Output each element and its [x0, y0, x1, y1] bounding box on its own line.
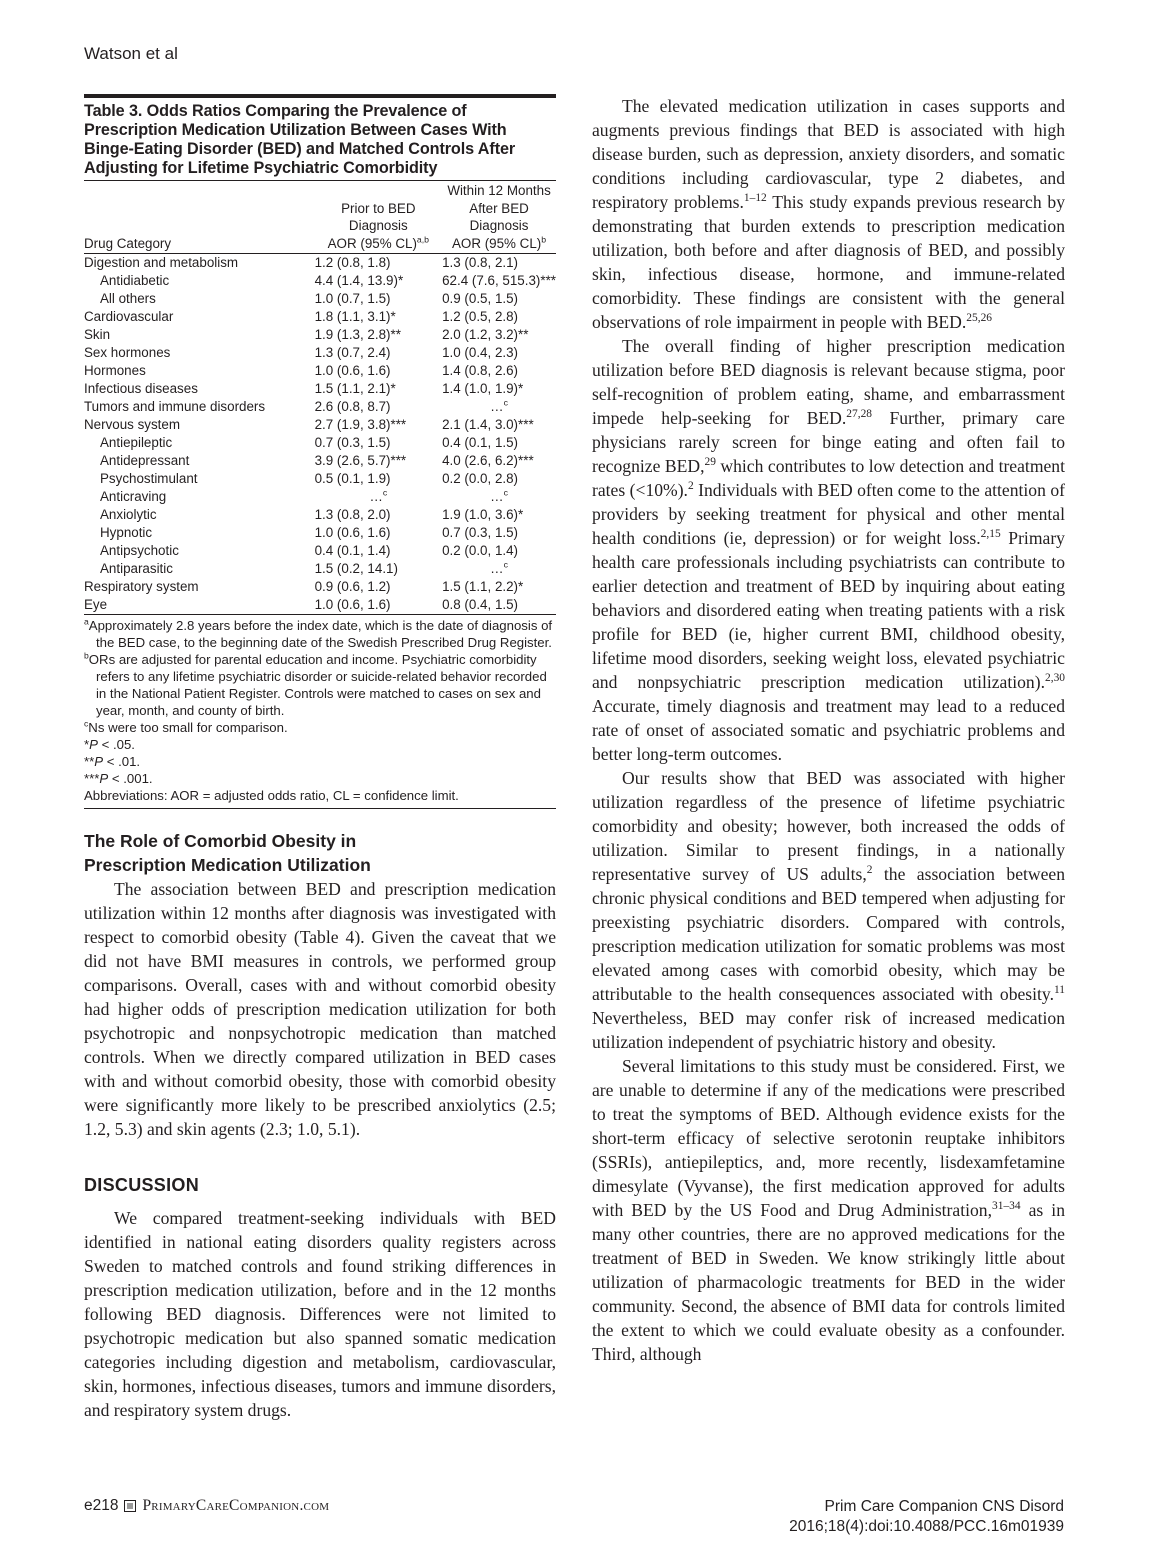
aor-value-cell: 2.7 (1.9, 3.8)*** — [314, 417, 407, 432]
header-drug-category: Drug Category — [84, 181, 315, 254]
drug-category-cell: Respiratory system — [84, 579, 199, 594]
not-available-cell: …$^c$ — [490, 397, 508, 414]
aor-value-cell: 3.9 (2.6, 5.7)*** — [314, 453, 407, 468]
paragraph-obesity: The association between BED and prescription medication utilization within 12 months after diagnosis was investigated with respect to comorbid obesity (Table 4). Given the caveat that we did not have BMI measures in controls, we performed group comparisons. Overall, cases with and without comorbid obesity had higher odds of prescription medication utilization for both psychotropic and nonpsychotropic medication than matched controls. When we directly compared utilization in BED cases with and without comorbid obesity, those with comorbid obesity were significantly more likely to be prescribed anxiolytics (2.5; 1.2, 5.3) and skin agents (2.3; 1.0, 5.1). — [84, 879, 556, 1139]
drug-category-cell: Infectious diseases — [84, 381, 198, 396]
table-row — [84, 488, 556, 506]
aor-value-cell: 1.9 (1.0, 3.6)* — [442, 507, 524, 522]
aor-value-cell: 1.8 (1.1, 3.1)* — [314, 309, 396, 324]
aor-value-cell: 2.1 (1.4, 3.0)*** — [442, 417, 534, 432]
aor-value-cell: 1.4 (0.8, 2.6) — [442, 363, 519, 378]
drug-category-cell: Hypnotic — [100, 525, 153, 540]
drug-category-cell: Nervous system — [84, 417, 180, 432]
aor-value-cell: 4.0 (2.6, 6.2)*** — [442, 453, 534, 468]
subheading-comorbid-obesity: The Role of Comorbid Obesity in Prescription Medication Utilization — [84, 831, 371, 875]
aor-value-cell: 1.3 (0.8, 2.1) — [442, 255, 519, 270]
table-body — [84, 254, 556, 615]
aor-value-cell: 1.3 (0.7, 2.4) — [314, 345, 391, 360]
footer-left — [84, 1497, 329, 1515]
drug-category-cell: Antiparasitic — [100, 561, 173, 576]
footnote-a: $^a$Approximately 2.8 years before the index date, which is the date of diagnosis of the BED case, to the beginning date of the Swedish Prescribed Drug Register. — [84, 616, 553, 650]
paragraph-limitations: Several limitations to this study must be considered. First, we are unable to determine if any of the medications were prescribed to treat the symptoms of BED. Although evidence exists for the short-term efficacy of selective serotonin reuptake inhibitors (SSRIs), antiepileptics, and, more recently, lisdexamfetamine dimesylate (Vyvanse), the first medication approved for adults with BED by the US Food and Drug Administration,$^{31-34}$ as in many other countries, there are no approved medications for the treatment of BED in Sweden. We know strikingly little about utilization of pharmacologic treatments for BED in the wider community. Second, the absence of BMI data for controls limited the extent to which we could evaluate obesity as a confounder. Third, although — [592, 1056, 1065, 1364]
table-row — [84, 344, 556, 362]
square-bullet-icon — [124, 1500, 136, 1512]
header-prior: Prior to BED Diagnosis AOR (95% CL)$^{a,b}$ — [315, 181, 443, 254]
citation: 1–12 — [743, 192, 767, 205]
drug-category-cell: Anxiolytic — [100, 507, 157, 522]
aor-value-cell: 0.7 (0.3, 1.5) — [442, 525, 519, 540]
drug-category-cell: Antipsychotic — [100, 543, 179, 558]
table-row — [84, 524, 556, 542]
drug-category-cell: Antiepileptic — [100, 435, 173, 450]
aor-value-cell: 0.4 (0.1, 1.5) — [442, 435, 519, 450]
aor-value-cell: 1.3 (0.8, 2.0) — [314, 507, 391, 522]
table-row — [84, 452, 556, 470]
table-row — [84, 434, 556, 452]
page-number: e218 — [84, 1497, 119, 1514]
drug-category-cell: Tumors and immune disorders — [84, 399, 266, 414]
table-row — [84, 326, 556, 344]
footnote-abbreviations: Abbreviations: AOR = adjusted odds ratio, CL = confidence limit. — [84, 788, 459, 803]
table-row — [84, 254, 556, 273]
journal-name: Prim Care Companion CNS Disord — [824, 1498, 1064, 1515]
aor-value-cell: 4.4 (1.4, 13.9)* — [314, 273, 404, 288]
right-column — [592, 94, 1065, 1366]
aor-value-cell: 1.0 (0.6, 1.6) — [314, 525, 391, 540]
footnote-b: $^b$ORs are adjusted for parental education and income. Psychiatric comorbidity refers to any lifetime psychiatric disorder or suicide-related behavior recorded in the National Patient Register. Controls were matched to cases on sex and year, month, and county of birth. — [84, 650, 547, 718]
paragraph-help-seeking: The overall finding of higher prescription medication utilization before BED diagnosis is relevant because stigma, poor self-recognition of problem eating, shame, and embarrassment impede help-seeking for BED.$^{27,28}$ Further, primary care physicians rarely screen for binge eating and often fail to recognize BED,$^{29}$ which contributes to low detection and treatment rates (<10%).$^2$ Individuals with BED often come to the attention of providers by seeking treatment for physical and other mental health conditions (ie, depression) or for weight loss.$^{2,15}$ Primary health care professionals including psychiatrists can contribute to earlier detection and treatment of BED by inquiring about eating behaviors and disordered eating when treating patients with a risk profile for BED (ie, higher current BMI, childhood obesity, lifetime mood disorders, seeking weight loss, elevated psychiatric and nonpsychiatric prescription medication utilization).$^{2,30}$ Accurate, timely diagnosis and treatment may lead to a reduced rate of onset of associated somatic and psychiatric problems and better long-term outcomes. — [592, 336, 1065, 764]
left-column — [84, 94, 556, 1422]
aor-value-cell: 0.2 (0.0, 1.4) — [442, 543, 519, 558]
drug-category-cell: Cardiovascular — [84, 309, 174, 324]
table-row — [84, 470, 556, 488]
aor-value-cell: 2.6 (0.8, 8.7) — [314, 399, 391, 414]
table-row — [84, 272, 556, 290]
aor-value-cell: 0.2 (0.0, 2.8) — [442, 471, 519, 486]
aor-value-cell: 0.5 (0.1, 1.9) — [314, 471, 391, 486]
drug-category-cell: Hormones — [84, 363, 146, 378]
drug-category-cell: Antidiabetic — [100, 273, 170, 288]
drug-category-cell: All others — [100, 291, 156, 306]
aor-value-cell: 1.0 (0.6, 1.6) — [315, 596, 443, 615]
citation: 2 — [687, 480, 694, 493]
table-row — [84, 416, 556, 434]
not-available-cell: …$^c$ — [490, 487, 508, 504]
aor-value-cell: 1.0 (0.4, 2.3) — [442, 345, 519, 360]
footnote-p001: ***P < .001. — [84, 771, 153, 786]
citation: 2 — [866, 864, 873, 877]
odds-ratio-table — [84, 180, 556, 615]
table-footnotes — [84, 615, 556, 809]
citation: 2,30 — [1044, 672, 1065, 685]
table-3 — [84, 94, 556, 809]
table-row — [84, 290, 556, 308]
table-row — [84, 596, 556, 615]
aor-value-cell: 0.9 (0.5, 1.5) — [442, 291, 519, 306]
citation: 29 — [704, 456, 716, 469]
paragraph-discussion: We compared treatment-seeking individuals with BED identified in national eating disorders quality registers across Sweden to matched controls and found striking differences in prescription medication utilization, before and in the 12 months following BED diagnosis. Differences were not limited to psychotropic medication but also spanned somatic medication categories including digestion and metabolism, cardiovascular, skin, hormones, infectious diseases, tumors and immune disorders, and respiratory system drugs. — [84, 1208, 556, 1420]
drug-category-cell: Skin — [84, 327, 111, 342]
not-available-cell: …$^c$ — [369, 487, 388, 504]
citation: 31–34 — [992, 1200, 1021, 1213]
not-available-cell: …$^c$ — [490, 559, 508, 576]
running-head: Watson et al — [84, 44, 178, 63]
aor-value-cell: 1.0 (0.7, 1.5) — [314, 291, 391, 306]
footnote-p01: **P < .01. — [84, 754, 141, 769]
drug-category-cell: Antidepressant — [100, 453, 190, 468]
citation: 27,28 — [846, 408, 873, 421]
aor-value-cell: 1.5 (0.2, 14.1) — [314, 561, 398, 576]
aor-value-cell: 62.4 (7.6, 515.3)*** — [442, 273, 556, 288]
footnote-p05: *P < .05. — [84, 737, 135, 752]
paragraph-results: Our results show that BED was associated with higher utilization regardless of the presence of lifetime psychiatric comorbidity and obesity; however, both increased the odds of utilization. Similar to present findings, in a nationally representative survey of US adults,$^2$ the association between chronic physical conditions and BED tempered when adjusting for preexisting psychiatric disorders. Compared with controls, prescription medication utilization for somatic problems was most elevated among cases with comorbid obesity, which may be attributable to the health consequences associated with obesity.$^{11}$ Nevertheless, BED may confer risk of increased medication utilization independent of psychiatric history and obesity. — [592, 768, 1066, 1052]
aor-value-cell: 0.4 (0.1, 1.4) — [314, 543, 391, 558]
aor-value-cell: 1.4 (1.0, 1.9)* — [442, 381, 524, 396]
table-row — [84, 362, 556, 380]
table-title: Table 3. Odds Ratios Comparing the Prevalence of Prescription Medication Utilization Between Cases With Binge-Eating Disorder (BED) and Matched Controls After Adjusting for Lifetime Psychiatric Comorbidity — [84, 102, 516, 177]
citation: 11 — [1053, 984, 1065, 997]
table-row — [84, 542, 556, 560]
table-row — [84, 560, 556, 578]
table-header-row — [84, 181, 556, 254]
aor-value-cell: 1.5 (1.1, 2.1)* — [314, 381, 396, 396]
footnote-c: $^c$Ns were too small for comparison. — [84, 718, 288, 735]
header-within: Within 12 Months After BED Diagnosis AOR (95% CL)$^b$ — [442, 181, 556, 254]
aor-value-cell: 0.7 (0.3, 1.5) — [314, 435, 391, 450]
aor-value-cell: 2.0 (1.2, 3.2)** — [442, 327, 529, 342]
citation: 25,26 — [966, 312, 993, 325]
aor-value-cell: 1.9 (1.3, 2.8)** — [314, 327, 401, 342]
paragraph-disease-burden: The elevated medication utilization in cases supports and augments previous findings that BED is associated with high disease burden, such as depression, anxiety disorders, and somatic conditions including cardiovascular, type 2 diabetes, and respiratory problems.$^{1-12}$ This study expands previous research by demonstrating that burden extends to prescription medication utilization, both before and after diagnosis of BED, and possibly skin, infectious disease, hormone, and immune-related comorbidity. These findings are consistent with the general observations of role impairment in people with BED.$^{25,26}$ — [592, 96, 1065, 332]
drug-category-cell: Psychostimulant — [100, 471, 198, 486]
drug-category-cell: Eye — [84, 596, 315, 615]
aor-value-cell: 0.9 (0.6, 1.2) — [314, 579, 391, 594]
section-heading-discussion: DISCUSSION — [84, 1175, 200, 1195]
aor-value-cell: 1.2 (0.5, 2.8) — [442, 309, 519, 324]
aor-value-cell: 1.5 (1.1, 2.2)* — [442, 579, 524, 594]
drug-category-cell: Digestion and metabolism — [84, 255, 239, 270]
table-row — [84, 398, 556, 416]
table-row — [84, 578, 556, 596]
journal-website-link[interactable]: PrimaryCareCompanion.com — [142, 1497, 330, 1514]
drug-category-cell: Sex hormones — [84, 345, 171, 360]
aor-value-cell: 1.2 (0.8, 1.8) — [314, 255, 391, 270]
doi-citation: 2016;18(4):doi:10.4088/PCC.16m01939 — [789, 1518, 1064, 1535]
footer-right — [789, 1497, 1064, 1537]
aor-value-cell: 0.8 (0.4, 1.5) — [442, 596, 556, 615]
table-row — [84, 506, 556, 524]
drug-category-cell: Anticraving — [100, 489, 167, 504]
table-row — [84, 308, 556, 326]
table-row — [84, 380, 556, 398]
citation: 2,15 — [980, 528, 1001, 541]
aor-value-cell: 1.0 (0.6, 1.6) — [314, 363, 391, 378]
